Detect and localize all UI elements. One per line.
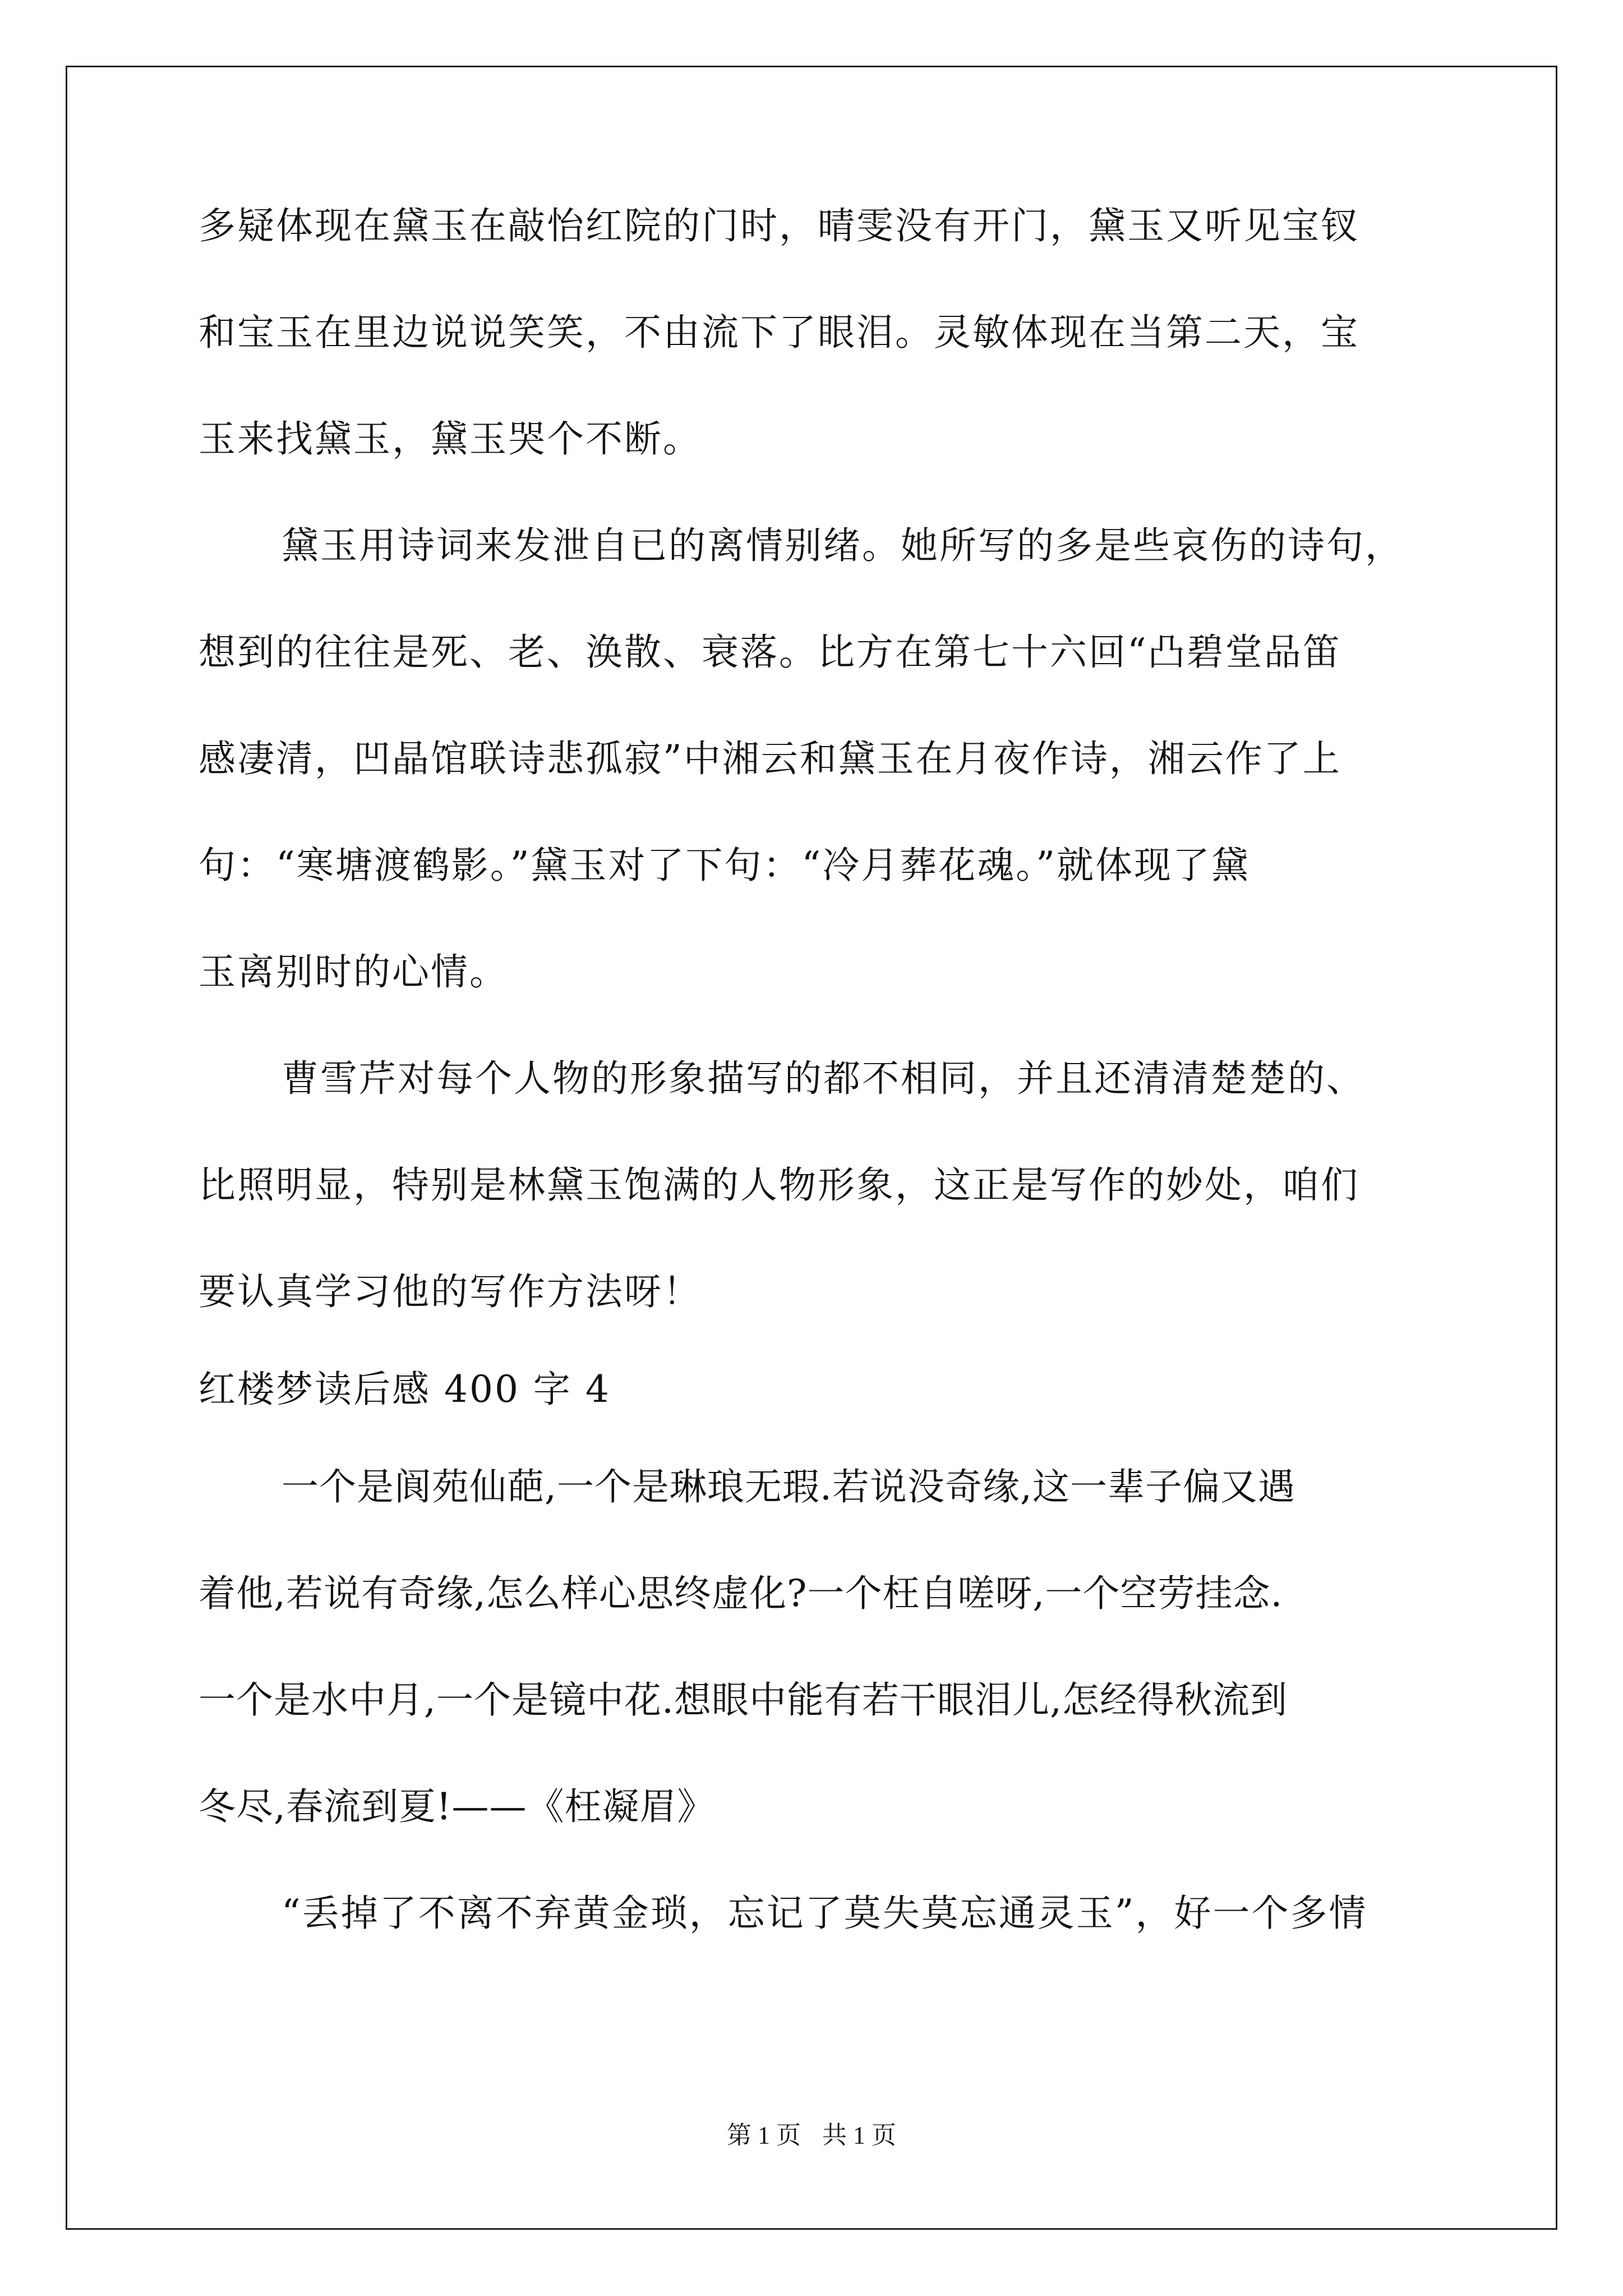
text-line: 一个是水中月,一个是镜中花.想眼中能有若干眼泪儿,怎经得秋流到 [199,1678,1288,1722]
text-line: 黛玉用诗词来发泄自已的离情别绪。她所写的多是些哀伤的诗句， [282,524,1404,567]
text-line: 要认真学习他的写作方法呀！ [199,1270,702,1313]
page-total: 共 1 页 [822,2122,896,2149]
text-line: 比照明显，特别是林黛玉饱满的人物形象，这正是写作的妙处，咱们 [199,1163,1359,1207]
page-number: 第 1 页 [727,2122,801,2149]
text-line: 多疑体现在黛玉在敲怡红院的门时，晴雯没有开门，黛玉又听见宝钗 [199,204,1359,247]
text-line: 感凄清，凹晶馆联诗悲孤寂”中湘云和黛玉在月夜作诗，湘云作了上 [199,737,1341,780]
page-footer [0,2123,1623,2148]
text-line: 玉离别时的心情。 [199,950,508,993]
text-line: 一个是阆苑仙葩,一个是琳琅无瑕.若说没奇缘,这一辈子偏又遇 [282,1465,1295,1508]
section-heading: 红楼梦读后感 400 字 4 [199,1368,611,1411]
text-line: 句：“寒塘渡鹤影。”黛玉对了下句：“冷月葬花魂。”就体现了黛 [199,844,1250,887]
text-line: “丢掉了不离不弃黄金琐，忘记了莫失莫忘通灵玉”，好一个多情 [282,1892,1368,1935]
text-line: 着他,若说有奇缘,怎么样心思终虚化?一个枉自嗟呀,一个空劳挂念. [199,1572,1283,1615]
text-line: 想到的往往是死、老、涣散、衰落。比方在第七十六回“凸碧堂品笛 [199,631,1341,674]
text-line: 玉来找黛玉，黛玉哭个不断。 [199,417,702,461]
text-line: 和宝玉在里边说说笑笑，不由流下了眼泪。灵敏体现在当第二天，宝 [199,311,1359,354]
text-line: 冬尽,春流到夏!——《枉凝眉》 [199,1785,715,1828]
text-line: 曹雪芹对每个人物的形象描写的都不相同，并且还清清楚楚的、 [282,1057,1365,1100]
